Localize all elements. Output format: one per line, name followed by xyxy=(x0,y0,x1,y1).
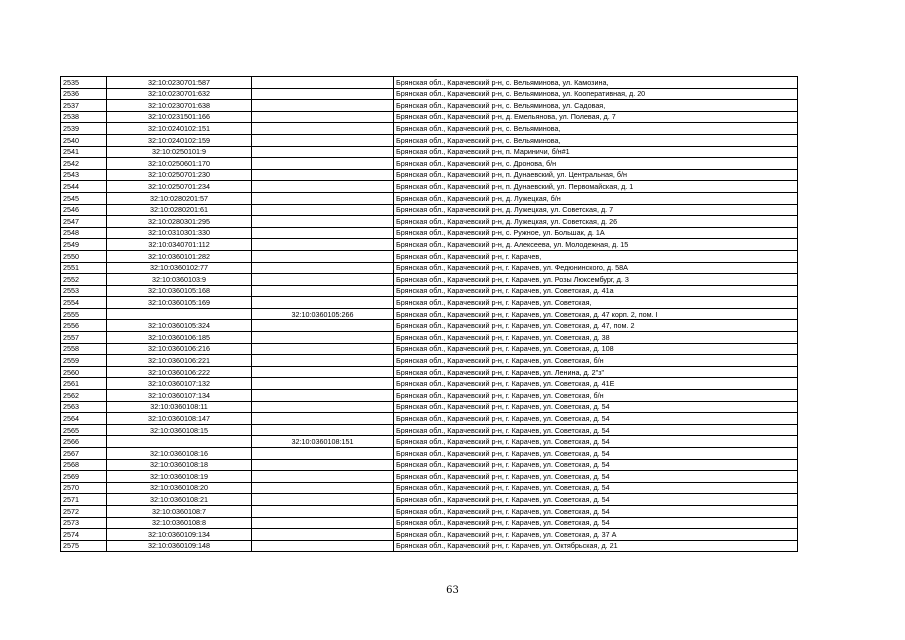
cadastral-number-cell: 32:10:0360108:18 xyxy=(107,459,252,471)
object-cadastral-number-cell xyxy=(252,77,394,89)
object-cadastral-number-cell xyxy=(252,169,394,181)
object-cadastral-number-cell xyxy=(252,250,394,262)
row-number-cell: 2538 xyxy=(61,111,107,123)
object-cadastral-number-cell xyxy=(252,494,394,506)
row-number-cell: 2568 xyxy=(61,459,107,471)
row-number-cell: 2545 xyxy=(61,192,107,204)
table-row xyxy=(61,320,798,332)
table-row xyxy=(61,274,798,286)
row-number-cell: 2550 xyxy=(61,250,107,262)
table-row xyxy=(61,308,798,320)
cadastral-number-cell: 32:10:0360106:185 xyxy=(107,332,252,344)
object-cadastral-number-cell xyxy=(252,88,394,100)
object-cadastral-number-cell xyxy=(252,471,394,483)
row-number-cell: 2559 xyxy=(61,355,107,367)
object-cadastral-number-cell xyxy=(252,239,394,251)
address-cell: Брянская обл., Карачевский р-н, г. Карачев, ул. Советская, д. 54 xyxy=(394,471,798,483)
table-row xyxy=(61,448,798,460)
row-number-cell: 2571 xyxy=(61,494,107,506)
address-cell: Брянская обл., Карачевский р-н, г. Карачев, ул. Советская, д. 54 xyxy=(394,436,798,448)
cadastral-number-cell: 32:10:0360108:7 xyxy=(107,505,252,517)
table-row xyxy=(61,401,798,413)
row-number-cell: 2548 xyxy=(61,227,107,239)
address-cell: Брянская обл., Карачевский р-н, г. Карачев, ул. Советская, д. 41Е xyxy=(394,378,798,390)
cadastral-number-cell: 32:10:0240102:151 xyxy=(107,123,252,135)
table-row xyxy=(61,459,798,471)
address-cell: Брянская обл., Карачевский р-н, г. Карачев, ул. Октябрьская, д. 21 xyxy=(394,540,798,552)
table-row xyxy=(61,192,798,204)
address-cell: Брянская обл., Карачевский р-н, г. Карачев, ул. Советская, д. 38 xyxy=(394,332,798,344)
row-number-cell: 2540 xyxy=(61,134,107,146)
table-row xyxy=(61,134,798,146)
row-number-cell: 2542 xyxy=(61,158,107,170)
address-cell: Брянская обл., Карачевский р-н, п. Дунаевский, ул. Центральная, б/н xyxy=(394,169,798,181)
cadastral-number-cell: 32:10:0280201:57 xyxy=(107,192,252,204)
row-number-cell: 2574 xyxy=(61,529,107,541)
row-number-cell: 2535 xyxy=(61,77,107,89)
table-row xyxy=(61,77,798,89)
row-number-cell: 2572 xyxy=(61,505,107,517)
row-number-cell: 2558 xyxy=(61,343,107,355)
cadastral-number-cell: 32:10:0360103:9 xyxy=(107,274,252,286)
cadastral-number-cell: 32:10:0280301:295 xyxy=(107,216,252,228)
table-row xyxy=(61,111,798,123)
object-cadastral-number-cell xyxy=(252,366,394,378)
row-number-cell: 2569 xyxy=(61,471,107,483)
object-cadastral-number-cell xyxy=(252,192,394,204)
table-row xyxy=(61,285,798,297)
object-cadastral-number-cell xyxy=(252,424,394,436)
row-number-cell: 2556 xyxy=(61,320,107,332)
object-cadastral-number-cell xyxy=(252,146,394,158)
cadastral-number-cell: 32:10:0240102:159 xyxy=(107,134,252,146)
address-cell: Брянская обл., Карачевский р-н, с. Вельяминова, ул. Садовая, xyxy=(394,100,798,112)
object-cadastral-number-cell xyxy=(252,227,394,239)
row-number-cell: 2546 xyxy=(61,204,107,216)
row-number-cell: 2567 xyxy=(61,448,107,460)
address-cell: Брянская обл., Карачевский р-н, г. Карачев, ул. Советская, д. 47 корп. 2, пом. I xyxy=(394,308,798,320)
row-number-cell: 2564 xyxy=(61,413,107,425)
object-cadastral-number-cell xyxy=(252,529,394,541)
table-row xyxy=(61,158,798,170)
object-cadastral-number-cell xyxy=(252,204,394,216)
object-cadastral-number-cell: 32:10:0360105:266 xyxy=(252,308,394,320)
cadastral-number-cell: 32:10:0360108:15 xyxy=(107,424,252,436)
page-number: 63 xyxy=(446,585,459,596)
row-number-cell: 2549 xyxy=(61,239,107,251)
row-number-cell: 2541 xyxy=(61,146,107,158)
cadastral-number-cell: 32:10:0230701:587 xyxy=(107,77,252,89)
cadastral-number-cell: 32:10:0360105:324 xyxy=(107,320,252,332)
address-cell: Брянская обл., Карачевский р-н, г. Карачев, ул. Советская, б/н xyxy=(394,390,798,402)
address-cell: Брянская обл., Карачевский р-н, г. Карачев, ул. Советская, д. 54 xyxy=(394,424,798,436)
object-cadastral-number-cell xyxy=(252,355,394,367)
object-cadastral-number-cell xyxy=(252,413,394,425)
table-row xyxy=(61,100,798,112)
row-number-cell: 2551 xyxy=(61,262,107,274)
cadastral-number-cell: 32:10:0360106:222 xyxy=(107,366,252,378)
address-cell: Брянская обл., Карачевский р-н, г. Карачев, xyxy=(394,250,798,262)
table-row xyxy=(61,181,798,193)
table-row xyxy=(61,366,798,378)
address-cell: Брянская обл., Карачевский р-н, с. Дронова, б/н xyxy=(394,158,798,170)
cadastral-number-cell: 32:10:0360108:16 xyxy=(107,448,252,460)
address-cell: Брянская обл., Карачевский р-н, д. Алексеева, ул. Молодежная, д. 15 xyxy=(394,239,798,251)
table-row xyxy=(61,146,798,158)
object-cadastral-number-cell xyxy=(252,517,394,529)
row-number-cell: 2544 xyxy=(61,181,107,193)
cadastral-number-cell: 32:10:0340701:112 xyxy=(107,239,252,251)
address-cell: Брянская обл., Карачевский р-н, г. Карачев, ул. Советская, д. 54 xyxy=(394,505,798,517)
address-cell: Брянская обл., Карачевский р-н, г. Карачев, ул. Советская, д. 54 xyxy=(394,401,798,413)
table-row xyxy=(61,250,798,262)
address-cell: Брянская обл., Карачевский р-н, г. Карачев, ул. Ленина, д. 2"з" xyxy=(394,366,798,378)
object-cadastral-number-cell xyxy=(252,540,394,552)
row-number-cell: 2573 xyxy=(61,517,107,529)
row-number-cell: 2547 xyxy=(61,216,107,228)
address-cell: Брянская обл., Карачевский р-н, г. Карачев, ул. Советская, д. 54 xyxy=(394,413,798,425)
object-cadastral-number-cell xyxy=(252,482,394,494)
table-row xyxy=(61,529,798,541)
address-cell: Брянская обл., Карачевский р-н, с. Ружное, ул. Большак, д. 1А xyxy=(394,227,798,239)
address-cell: Брянская обл., Карачевский р-н, г. Карачев, ул. Розы Люксембург, д. 3 xyxy=(394,274,798,286)
cadastral-number-cell: 32:10:0360107:132 xyxy=(107,378,252,390)
address-cell: Брянская обл., Карачевский р-н, г. Карачев, ул. Советская, д. 54 xyxy=(394,448,798,460)
cadastral-number-cell: 32:10:0360109:134 xyxy=(107,529,252,541)
address-cell: Брянская обл., Карачевский р-н, с. Вельяминова, xyxy=(394,134,798,146)
cadastral-number-cell: 32:10:0360108:11 xyxy=(107,401,252,413)
cadastral-number-cell: 32:10:0360106:221 xyxy=(107,355,252,367)
cadastral-number-cell: 32:10:0250701:234 xyxy=(107,181,252,193)
cadastral-number-cell: 32:10:0310301:330 xyxy=(107,227,252,239)
address-cell: Брянская обл., Карачевский р-н, д. Емельянова, ул. Полевая, д. 7 xyxy=(394,111,798,123)
address-cell: Брянская обл., Карачевский р-н, д. Лужецкая, ул. Советская, д. 7 xyxy=(394,204,798,216)
row-number-cell: 2552 xyxy=(61,274,107,286)
row-number-cell: 2570 xyxy=(61,482,107,494)
table-row xyxy=(61,216,798,228)
object-cadastral-number-cell xyxy=(252,378,394,390)
cadastral-number-cell: 32:10:0250101:9 xyxy=(107,146,252,158)
table-row xyxy=(61,169,798,181)
object-cadastral-number-cell xyxy=(252,158,394,170)
row-number-cell: 2543 xyxy=(61,169,107,181)
cadastral-number-cell: 32:10:0360102:77 xyxy=(107,262,252,274)
address-cell: Брянская обл., Карачевский р-н, с. Вельяминова, ул. Камозина, xyxy=(394,77,798,89)
cadastral-number-cell: 32:10:0360106:216 xyxy=(107,343,252,355)
address-cell: Брянская обл., Карачевский р-н, г. Карачев, ул. Советская, д. 108 xyxy=(394,343,798,355)
object-cadastral-number-cell xyxy=(252,274,394,286)
table-row xyxy=(61,494,798,506)
object-cadastral-number-cell xyxy=(252,390,394,402)
address-cell: Брянская обл., Карачевский р-н, г. Карачев, ул. Советская, д. 47, пом. 2 xyxy=(394,320,798,332)
cadastral-number-cell: 32:10:0360108:147 xyxy=(107,413,252,425)
row-number-cell: 2565 xyxy=(61,424,107,436)
address-cell: Брянская обл., Карачевский р-н, г. Карачев, ул. Советская, xyxy=(394,297,798,309)
cadastral-number-cell: 32:10:0360108:21 xyxy=(107,494,252,506)
row-number-cell: 2555 xyxy=(61,308,107,320)
cadastral-number-cell: 32:10:0360105:169 xyxy=(107,297,252,309)
object-cadastral-number-cell xyxy=(252,448,394,460)
address-cell: Брянская обл., Карачевский р-н, г. Карачев, ул. Советская, д. 54 xyxy=(394,494,798,506)
cadastral-number-cell: 32:10:0250601:170 xyxy=(107,158,252,170)
table-row xyxy=(61,297,798,309)
cadastral-number-cell xyxy=(107,436,252,448)
cadastral-number-cell: 32:10:0280201:61 xyxy=(107,204,252,216)
cadastral-number-cell: 32:10:0250701:230 xyxy=(107,169,252,181)
object-cadastral-number-cell xyxy=(252,297,394,309)
object-cadastral-number-cell xyxy=(252,505,394,517)
object-cadastral-number-cell xyxy=(252,134,394,146)
table-row xyxy=(61,505,798,517)
address-cell: Брянская обл., Карачевский р-н, г. Карачев, ул. Советская, д. 54 xyxy=(394,482,798,494)
address-cell: Брянская обл., Карачевский р-н, г. Карачев, ул. Советская, д. 54 xyxy=(394,517,798,529)
address-cell: Брянская обл., Карачевский р-н, п. Дунаевский, ул. Первомайская, д. 1 xyxy=(394,181,798,193)
table-row xyxy=(61,88,798,100)
address-cell: Брянская обл., Карачевский р-н, с. Вельяминова, ул. Кооперативная, д. 20 xyxy=(394,88,798,100)
row-number-cell: 2536 xyxy=(61,88,107,100)
cadastral-number-cell: 32:10:0230701:632 xyxy=(107,88,252,100)
row-number-cell: 2560 xyxy=(61,366,107,378)
registry-table-body xyxy=(61,77,798,552)
object-cadastral-number-cell xyxy=(252,401,394,413)
row-number-cell: 2561 xyxy=(61,378,107,390)
table-row xyxy=(61,482,798,494)
cadastral-number-cell: 32:10:0360101:282 xyxy=(107,250,252,262)
object-cadastral-number-cell xyxy=(252,181,394,193)
table-row xyxy=(61,123,798,135)
object-cadastral-number-cell xyxy=(252,123,394,135)
cadastral-number-cell: 32:10:0360108:8 xyxy=(107,517,252,529)
address-cell: Брянская обл., Карачевский р-н, п. Мариничи, б/н#1 xyxy=(394,146,798,158)
object-cadastral-number-cell: 32:10:0360108:151 xyxy=(252,436,394,448)
row-number-cell: 2539 xyxy=(61,123,107,135)
row-number-cell: 2537 xyxy=(61,100,107,112)
row-number-cell: 2557 xyxy=(61,332,107,344)
table-row xyxy=(61,471,798,483)
address-cell: Брянская обл., Карачевский р-н, г. Карачев, ул. Советская, б/н xyxy=(394,355,798,367)
table-row xyxy=(61,204,798,216)
address-cell: Брянская обл., Карачевский р-н, г. Карачев, ул. Федюнинского, д. 58А xyxy=(394,262,798,274)
table-row xyxy=(61,355,798,367)
registry-table xyxy=(60,76,798,552)
table-row xyxy=(61,378,798,390)
address-cell: Брянская обл., Карачевский р-н, г. Карачев, ул. Советская, д. 41а xyxy=(394,285,798,297)
table-row xyxy=(61,413,798,425)
row-number-cell: 2575 xyxy=(61,540,107,552)
cadastral-number-cell: 32:10:0230701:638 xyxy=(107,100,252,112)
cadastral-number-cell: 32:10:0360109:148 xyxy=(107,540,252,552)
table-row xyxy=(61,390,798,402)
row-number-cell: 2562 xyxy=(61,390,107,402)
table-row xyxy=(61,239,798,251)
table-row xyxy=(61,343,798,355)
cadastral-number-cell xyxy=(107,308,252,320)
address-cell: Брянская обл., Карачевский р-н, г. Карачев, ул. Советская, д. 54 xyxy=(394,459,798,471)
address-cell: Брянская обл., Карачевский р-н, д. Лужецкая, б/н xyxy=(394,192,798,204)
address-cell: Брянская обл., Карачевский р-н, с. Вельяминова, xyxy=(394,123,798,135)
table-row xyxy=(61,227,798,239)
table-row xyxy=(61,424,798,436)
address-cell: Брянская обл., Карачевский р-н, д. Лужецкая, ул. Советская, д. 26 xyxy=(394,216,798,228)
cadastral-number-cell: 32:10:0231501:166 xyxy=(107,111,252,123)
object-cadastral-number-cell xyxy=(252,459,394,471)
table-row xyxy=(61,436,798,448)
cadastral-number-cell: 32:10:0360108:19 xyxy=(107,471,252,483)
object-cadastral-number-cell xyxy=(252,343,394,355)
table-row xyxy=(61,262,798,274)
table-row xyxy=(61,517,798,529)
object-cadastral-number-cell xyxy=(252,100,394,112)
object-cadastral-number-cell xyxy=(252,262,394,274)
cadastral-number-cell: 32:10:0360105:168 xyxy=(107,285,252,297)
cadastral-number-cell: 32:10:0360108:20 xyxy=(107,482,252,494)
object-cadastral-number-cell xyxy=(252,216,394,228)
cadastral-number-cell: 32:10:0360107:134 xyxy=(107,390,252,402)
object-cadastral-number-cell xyxy=(252,320,394,332)
row-number-cell: 2563 xyxy=(61,401,107,413)
address-cell: Брянская обл., Карачевский р-н, г. Карачев, ул. Советская, д. 37 А xyxy=(394,529,798,541)
object-cadastral-number-cell xyxy=(252,332,394,344)
object-cadastral-number-cell xyxy=(252,285,394,297)
table-row xyxy=(61,332,798,344)
row-number-cell: 2566 xyxy=(61,436,107,448)
row-number-cell: 2553 xyxy=(61,285,107,297)
table-row xyxy=(61,540,798,552)
row-number-cell: 2554 xyxy=(61,297,107,309)
object-cadastral-number-cell xyxy=(252,111,394,123)
